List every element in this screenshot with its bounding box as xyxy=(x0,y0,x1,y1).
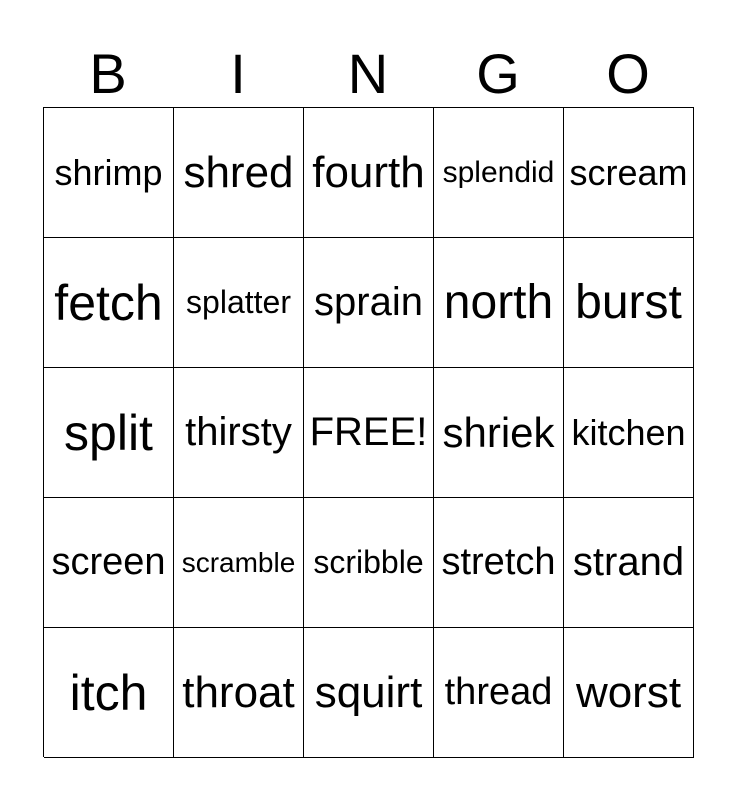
bingo-cell[interactable]: itch xyxy=(44,628,174,758)
header-letter-g: G xyxy=(476,42,520,105)
bingo-cell[interactable]: north xyxy=(434,238,564,368)
header-letter-n: N xyxy=(347,42,389,105)
header-letter-o: O xyxy=(606,42,650,105)
bingo-cell[interactable]: splatter xyxy=(174,238,304,368)
bingo-cell[interactable]: throat xyxy=(174,628,304,758)
bingo-cell[interactable]: screen xyxy=(44,498,174,628)
bingo-cell[interactable]: splendid xyxy=(434,108,564,238)
bingo-cell[interactable]: split xyxy=(44,368,174,498)
bingo-cell[interactable]: stretch xyxy=(434,498,564,628)
header-letter-i: I xyxy=(230,42,246,105)
bingo-cell[interactable]: shrimp xyxy=(44,108,174,238)
bingo-cell[interactable]: fourth xyxy=(304,108,434,238)
bingo-cell[interactable]: scribble xyxy=(304,498,434,628)
bingo-header xyxy=(43,40,693,108)
bingo-cell[interactable]: shred xyxy=(174,108,304,238)
header-letter-b: B xyxy=(89,42,127,105)
bingo-cell[interactable]: squirt xyxy=(304,628,434,758)
bingo-cell[interactable]: fetch xyxy=(44,238,174,368)
bingo-cell[interactable]: scream xyxy=(564,108,694,238)
bingo-cell[interactable]: shriek xyxy=(434,368,564,498)
bingo-cell[interactable]: thread xyxy=(434,628,564,758)
bingo-cell[interactable]: scramble xyxy=(174,498,304,628)
bingo-cell[interactable]: sprain xyxy=(304,238,434,368)
bingo-cell[interactable]: burst xyxy=(564,238,694,368)
bingo-cell[interactable]: kitchen xyxy=(564,368,694,498)
bingo-cell[interactable]: thirsty xyxy=(174,368,304,498)
free-space-cell[interactable]: FREE! xyxy=(304,368,434,498)
bingo-board xyxy=(43,107,694,757)
bingo-cell[interactable]: worst xyxy=(564,628,694,758)
bingo-cell[interactable]: strand xyxy=(564,498,694,628)
